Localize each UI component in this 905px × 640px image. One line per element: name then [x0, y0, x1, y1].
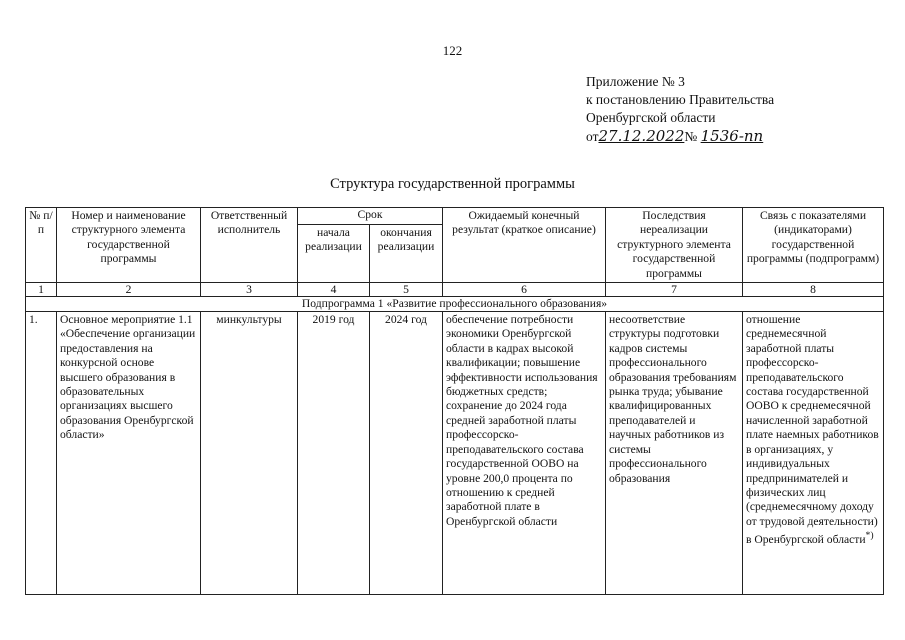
number-prefix: №: [684, 129, 698, 144]
row-name: Основное мероприятие 1.1 «Обеспечение организации предоставления на конкурсной основе высшего образования в образовательных организациях высшего образования Оренбургской области»: [57, 312, 201, 595]
appendix-line-4: [586, 127, 774, 146]
header-end: окончания реализации: [370, 224, 443, 282]
handwritten-number: 1536-пп: [700, 127, 764, 145]
subprogram-row: [26, 297, 884, 312]
subprogram-title: Подпрограмма 1 «Развитие профессионального образования»: [26, 297, 884, 312]
header-indicators: Связь с показателями (индикаторами) государственной программы (подпрограмм): [743, 208, 884, 283]
row-indicators: [743, 312, 884, 595]
header-number: № п/п: [26, 208, 57, 283]
header-executor: Ответственный исполнитель: [201, 208, 298, 283]
document-title: Структура государственной программы: [330, 176, 575, 192]
appendix-line-2: к постановлению Правительства: [586, 92, 775, 107]
column-number: 5: [370, 283, 443, 297]
row-executor: минкультуры: [201, 312, 298, 595]
column-number: 4: [298, 283, 370, 297]
handwritten-date: 27.12.2022: [598, 127, 685, 145]
page-number: 122: [442, 43, 463, 58]
appendix-line-1: Приложение № 3: [586, 74, 685, 89]
column-number: 3: [201, 283, 298, 297]
row-start: 2019 год: [298, 312, 370, 595]
footnote-mark: *): [865, 530, 874, 542]
row-number: 1.: [26, 312, 57, 595]
column-number: 2: [57, 283, 201, 297]
header-name: Номер и наименование структурного элемента государственной программы: [57, 208, 201, 283]
table-row: [26, 312, 884, 595]
column-number: 7: [606, 283, 743, 297]
header-start: начала реализации: [298, 224, 370, 282]
row-result: обеспечение потребности экономики Оренбургской области в кадрах высокой квалификации; повышение эффективности использования бюджетных средств; сохранение до 2024 года средней заработной платы профессорско-преподавательского состава государственной ООВО на уровне 200,0 процента по отношению к средней заработной плате в Оренбургской области: [443, 312, 606, 595]
appendix-line-3: Оренбургской области: [586, 110, 716, 125]
indicators-text: отношение среднемесячной заработной платы профессорско-преподавательского состава государственной ООВО к среднемесячной начисленной заработной плате наемных работников в организациях, у индивидуальных предпринимателей и физических лиц (среднемесячному доходу от трудовой деятельности) в Оренбургской области: [746, 313, 879, 546]
column-number-row: [26, 283, 884, 297]
header-result: Ожидаемый конечный результат (краткое описание): [443, 208, 606, 283]
from-prefix: от: [586, 129, 599, 144]
column-number: 6: [443, 283, 606, 297]
row-end: 2024 год: [370, 312, 443, 595]
header-row: [26, 208, 884, 225]
appendix-block: [586, 73, 774, 146]
column-number: 8: [743, 283, 884, 297]
row-consequences: несоответствие структуры подготовки кадров системы профессионального образования требованиям рынка труда; убывание квалифицированных преподавателей и научных работников из системы профессионального образования: [606, 312, 743, 595]
column-number: 1: [26, 283, 57, 297]
header-consequences: Последствия нереализации структурного элемента государственной программы: [606, 208, 743, 283]
program-structure-table: [25, 207, 884, 595]
header-term: Срок: [298, 208, 443, 225]
